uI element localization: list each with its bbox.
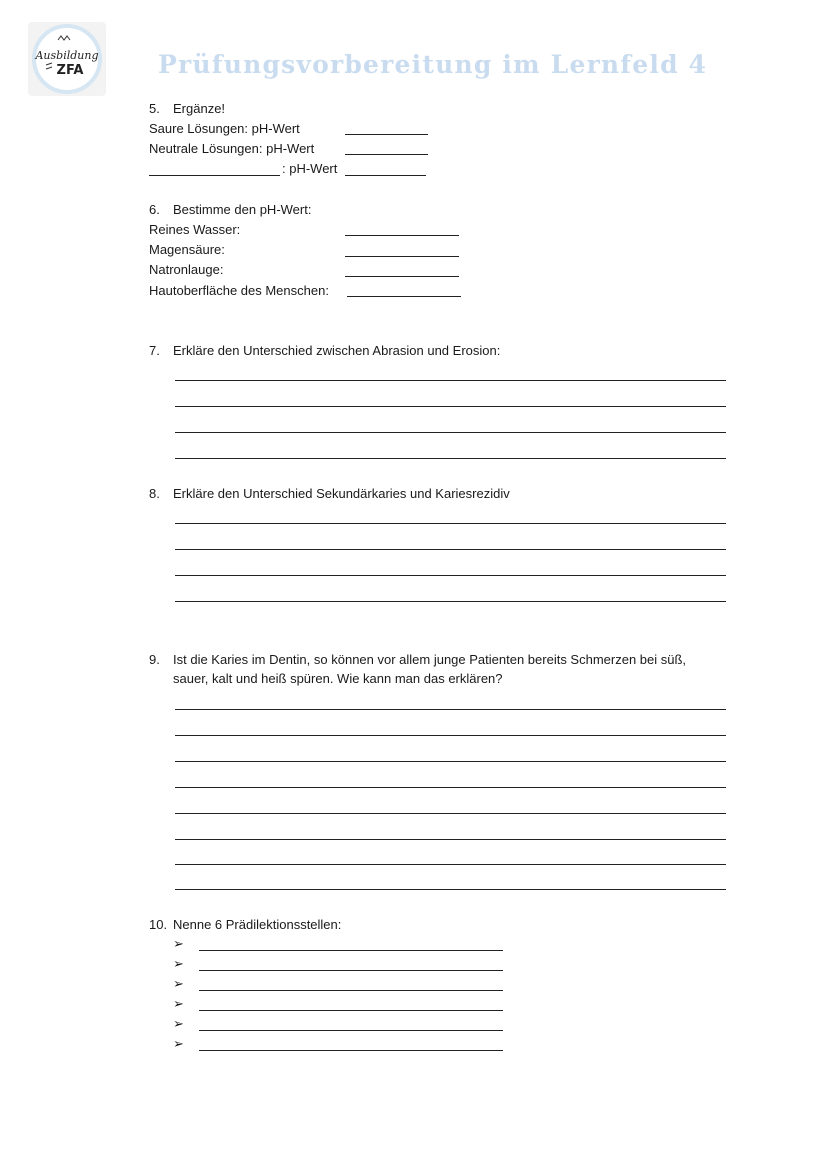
q5-row3-blank[interactable] (345, 175, 426, 176)
q5-row2-blank[interactable] (345, 154, 428, 155)
arrow-bullet-icon: ➢ (173, 976, 184, 991)
q5-row3-label: : pH-Wert (282, 161, 338, 176)
q5-row1-blank[interactable] (345, 134, 428, 135)
bullet-answer-line[interactable] (199, 1010, 503, 1011)
q7-number: 7. (149, 343, 160, 358)
q6-item-blank[interactable] (345, 235, 459, 236)
answer-line[interactable] (175, 889, 726, 890)
q5-row3-name-blank[interactable] (149, 175, 280, 176)
arrow-bullet-icon: ➢ (173, 1016, 184, 1031)
q9-text-line2: sauer, kalt und heiß spüren. Wie kann man das erklären? (173, 671, 503, 686)
answer-line[interactable] (175, 406, 726, 407)
q5-row1-label: Saure Lösungen: pH-Wert (149, 121, 300, 136)
answer-line[interactable] (175, 735, 726, 736)
q10-title: Nenne 6 Prädilektionsstellen: (173, 917, 342, 932)
answer-line[interactable] (175, 761, 726, 762)
q5-row2-label: Neutrale Lösungen: pH-Wert (149, 141, 315, 156)
page-title: Prüfungsvorbereitung im Lernfeld 4 (158, 50, 708, 79)
arrow-bullet-icon: ➢ (173, 996, 184, 1011)
arrow-bullet-icon: ➢ (173, 936, 184, 951)
answer-line[interactable] (175, 380, 726, 381)
q10-number: 10. (149, 917, 168, 932)
q6-item-label: Hautoberfläche des Menschen: (149, 283, 329, 298)
answer-line[interactable] (175, 813, 726, 814)
logo (28, 22, 106, 96)
bullet-answer-line[interactable] (199, 1050, 503, 1051)
logo-text-bottom: ZFA (56, 63, 84, 78)
bullet-answer-line[interactable] (199, 1030, 503, 1031)
answer-line[interactable] (175, 839, 726, 840)
q8-title: Erkläre den Unterschied Sekundärkaries und Kariesrezidiv (173, 486, 510, 501)
q6-item-blank[interactable] (345, 276, 459, 277)
q6-item-label: Natronlauge: (149, 262, 224, 277)
q6-number: 6. (149, 202, 160, 217)
arrow-bullet-icon: ➢ (173, 956, 184, 971)
q5-title: Ergänze! (173, 101, 226, 116)
q6-item-blank[interactable] (347, 296, 461, 297)
q6-item-label: Reines Wasser: (149, 222, 241, 237)
bullet-answer-line[interactable] (199, 990, 503, 991)
answer-line[interactable] (175, 787, 726, 788)
q9-number: 9. (149, 652, 160, 667)
answer-line[interactable] (175, 601, 726, 602)
arrow-bullet-icon: ➢ (173, 1036, 184, 1051)
q9-text-line1: Ist die Karies im Dentin, so können vor allem junge Patienten bereits Schmerzen bei süß, (173, 652, 687, 667)
q8-number: 8. (149, 486, 160, 501)
q6-item-label: Magensäure: (149, 242, 225, 257)
logo-icon (28, 22, 106, 96)
q5-number: 5. (149, 101, 160, 116)
answer-line[interactable] (175, 432, 726, 433)
q7-title: Erkläre den Unterschied zwischen Abrasion und Erosion: (173, 343, 501, 358)
answer-line[interactable] (175, 523, 726, 524)
bullet-answer-line[interactable] (199, 970, 503, 971)
answer-line[interactable] (175, 458, 726, 459)
logo-text-top: Ausbildung (35, 49, 99, 62)
answer-line[interactable] (175, 549, 726, 550)
answer-line[interactable] (175, 575, 726, 576)
answer-line[interactable] (175, 864, 726, 865)
bullet-answer-line[interactable] (199, 950, 503, 951)
answer-line[interactable] (175, 709, 726, 710)
q6-title: Bestimme den pH-Wert: (173, 202, 312, 217)
q6-item-blank[interactable] (345, 256, 459, 257)
